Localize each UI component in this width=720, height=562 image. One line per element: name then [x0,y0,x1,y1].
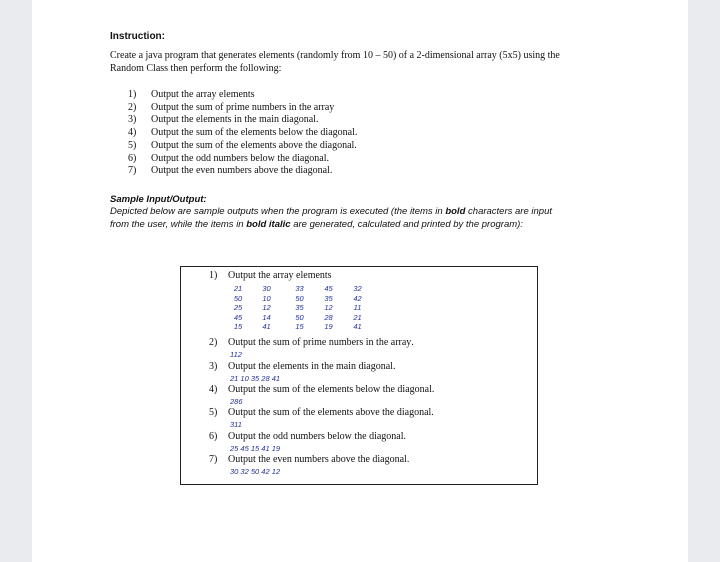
table-row [228,313,372,323]
instruction-intro: Create a java program that generates elements (randomly from 10 – 50) of a 2-dimensional array (5x5) using the Random Class then perform the following: [110,50,560,74]
matrix-cell: 33 [295,284,304,293]
table-row [228,294,372,304]
sample-desc-part: characters are input from the user, while the items in [110,206,552,230]
step-text: Output the odd numbers below the diagonal. [228,431,407,442]
step-text: Output the sum of prime numbers in the array [228,337,412,348]
prime-sum-output: 112 [230,350,242,359]
even-above-output: 30 32 50 42 12 [230,467,281,476]
sample-step-4 [209,384,434,395]
matrix-cell: 42 [353,293,362,303]
array-matrix [228,284,372,332]
main-diagonal-output: 21 10 35 28 41 [230,374,281,383]
matrix-cell: 35 [295,303,304,312]
instruction-steps-list [128,89,357,178]
step-number: 4) [128,127,137,139]
sample-step-5 [209,407,434,418]
sample-step-3 [209,361,395,372]
step-text: Output the sum of the elements above the diagonal. [228,407,434,418]
list-item [128,165,357,178]
below-sum-output: 286 [230,397,243,406]
step-number: 6) [128,152,137,164]
sample-desc-part: Depicted below are sample outputs when the program is executed (the items in [110,206,446,217]
matrix-cell: 25 [233,303,243,312]
step-number: 3) [209,361,218,372]
step-text: Output the array elements [151,89,255,100]
step-text: Output the even numbers above the diagonal. [151,165,333,177]
matrix-cell: 41 [353,322,362,331]
list-item [128,140,357,153]
odd-below-output: 25 45 15 41 19 [230,444,281,453]
sample-desc-part: are generated, calculated and printed by the program): [290,218,523,230]
matrix-cell: 11 [353,303,362,312]
matrix-cell: 50 [233,293,243,303]
matrix-cell: 45 [324,284,333,293]
sample-step-1 [209,270,332,281]
step-text: Output the array elements [228,270,332,281]
list-item [128,127,357,140]
step-text: Output the sum of the elements below the diagonal. [151,127,358,139]
above-sum-output: 311 [230,420,242,429]
step-text: Output the even numbers above the diagonal. [228,454,410,465]
matrix-cell: 15 [233,322,243,331]
table-row [228,303,372,313]
step-text: Output the sum of prime numbers in the array [151,101,335,113]
table-row [228,322,372,332]
step-number: 4) [209,384,218,395]
matrix-cell: 10 [262,293,271,303]
list-item [128,153,357,166]
step-number: 1) [128,89,137,100]
sample-step-2 [209,337,414,348]
step-text: Output the sum of the elements above the diagonal. [151,139,357,151]
step-text: Output the elements in the main diagonal. [151,114,319,126]
sample-step-7 [209,454,409,465]
sample-description [110,206,570,231]
step-number: 7) [128,165,137,177]
step-number: 7) [209,454,218,465]
step-number: 5) [209,407,218,418]
step-number: 2) [209,337,218,348]
matrix-cell: 21 [233,284,243,293]
step-text: Output the elements in the main diagonal. [228,361,396,372]
instruction-heading: Instruction: [110,31,165,42]
matrix-cell: 35 [324,293,333,303]
list-item [128,114,357,127]
step-number: 1) [209,270,218,281]
matrix-cell: 15 [295,322,304,331]
matrix-cell: 50 [295,312,304,322]
sample-step-6 [209,431,406,442]
matrix-cell: 32 [353,284,362,293]
matrix-cell: 28 [324,312,333,322]
matrix-cell: 12 [262,303,271,312]
step-suffix: . [411,337,414,348]
sample-output-box [180,266,538,485]
sample-desc-bold-italic: bold italic [246,218,291,230]
matrix-cell: 12 [324,303,333,312]
matrix-cell: 41 [262,322,271,331]
table-row [228,284,372,294]
matrix-cell: 21 [353,312,362,322]
step-number: 6) [209,431,218,442]
matrix-cell: 19 [324,322,333,331]
step-number: 5) [128,139,137,151]
step-text: Output the sum of the elements below the diagonal. [228,384,435,395]
list-item [128,102,357,115]
matrix-cell: 30 [262,284,271,293]
step-text: Output the odd numbers below the diagonal. [151,152,330,164]
step-number: 3) [128,114,137,126]
matrix-cell: 45 [233,312,243,322]
list-item [128,89,357,102]
step-number: 2) [128,101,137,113]
matrix-cell: 50 [295,293,304,303]
sample-heading: Sample Input/Output: [110,194,207,205]
matrix-cell: 14 [262,312,271,322]
sample-desc-bold: bold [445,206,466,217]
document-page [32,0,688,562]
